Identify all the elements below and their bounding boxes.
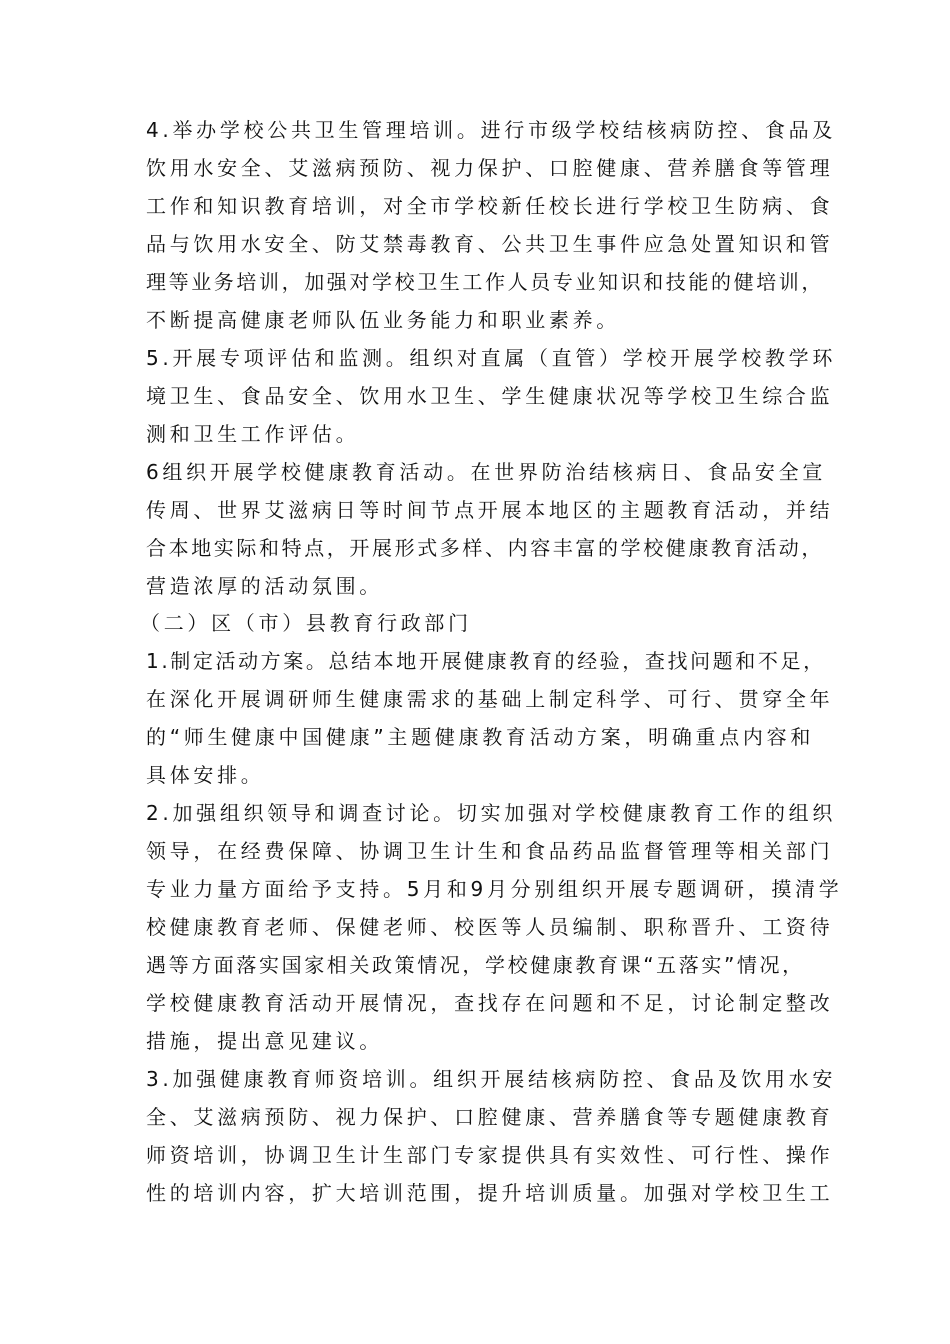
text-line: 不断提高健康老师队伍业务能力和职业素养。 xyxy=(146,308,620,332)
text-line: 性的培训内容，扩大培训范围，提升培训质量。加强对学校卫生工 xyxy=(146,1181,834,1205)
text-line: 4.举办学校公共卫生管理培训。进行市级学校结核病防控、食品及 xyxy=(146,118,837,142)
text-line: 具体安排。 xyxy=(146,763,265,787)
text-line: （二）区（市）县教育行政部门 xyxy=(140,611,472,635)
text-line: 理等业务培训，加强对学校卫生工作人员专业知识和技能的健培训， xyxy=(146,270,824,294)
text-line: 传周、世界艾滋病日等时间节点开展本地区的主题教育活动，并结 xyxy=(146,498,834,522)
text-line: 3.加强健康教育师资培训。组织开展结核病防控、食品及饮用水安 xyxy=(146,1067,837,1091)
text-line: 品与饮用水安全、防艾禁毒教育、公共卫生事件应急处置知识和管 xyxy=(146,232,834,256)
text-line: 5.开展专项评估和监测。组织对直属（直管）学校开展学校教学环 xyxy=(146,346,837,370)
text-line: 境卫生、食品安全、饮用水卫生、学生健康状况等学校卫生综合监 xyxy=(146,384,834,408)
text-line: 营造浓厚的活动氛围。 xyxy=(146,574,383,598)
text-line: 领导，在经费保障、协调卫生计生和食品药品监督管理等相关部门 xyxy=(146,839,834,863)
text-line: 师资培训，协调卫生计生部门专家提供具有实效性、可行性、操作 xyxy=(146,1143,834,1167)
text-line: 2.加强组织领导和调查讨论。切实加强对学校健康教育工作的组织 xyxy=(146,801,837,825)
text-line: 饮用水安全、艾滋病预防、视力保护、口腔健康、营养膳食等管理 xyxy=(146,156,834,180)
text-line: 工作和知识教育培训，对全市学校新任校长进行学校卫生防病、食 xyxy=(146,194,834,218)
text-line: 测和卫生工作评估。 xyxy=(146,422,360,446)
text-line: 1.制定活动方案。总结本地开展健康教育的经验，查找问题和不足， xyxy=(146,649,826,673)
text-line: 的“师生健康中国健康”主题健康教育活动方案，明确重点内容和 xyxy=(146,725,815,749)
text-line: 6组织开展学校健康教育活动。在世界防治结核病日、食品安全宣 xyxy=(146,460,827,484)
text-line: 学校健康教育活动开展情况，查找存在问题和不足，讨论制定整改 xyxy=(146,991,834,1015)
text-line: 遇等方面落实国家相关政策情况，学校健康教育课“五落实”情况， xyxy=(146,953,805,977)
text-line: 措施，提出意见建议。 xyxy=(146,1029,383,1053)
text-line: 校健康教育老师、保健老师、校医等人员编制、职称晋升、工资待 xyxy=(146,915,834,939)
text-line: 合本地实际和特点，开展形式多样、内容丰富的学校健康教育活动， xyxy=(146,536,824,560)
text-line: 全、艾滋病预防、视力保护、口腔健康、营养膳食等专题健康教育 xyxy=(146,1105,834,1129)
text-line: 专业力量方面给予支持。5月和9月分别组织开展专题调研，摸清学 xyxy=(146,877,843,901)
text-line: 在深化开展调研师生健康需求的基础上制定科学、可行、贯穿全年 xyxy=(146,687,834,711)
